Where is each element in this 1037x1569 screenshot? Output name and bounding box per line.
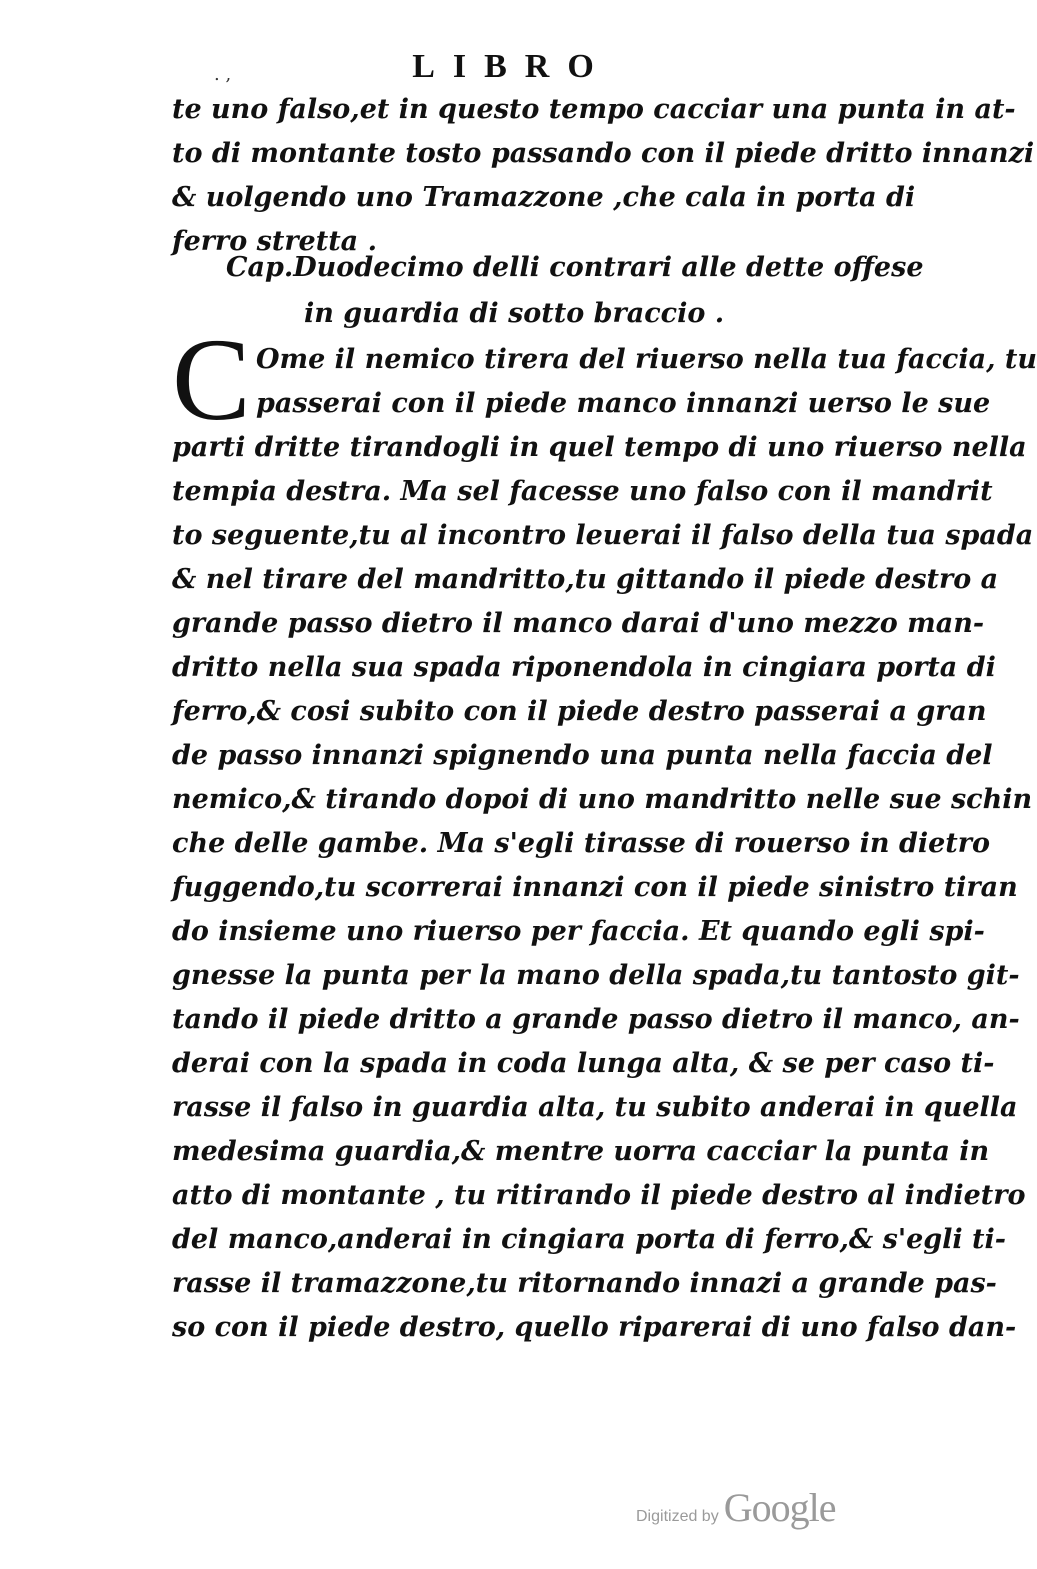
text-line: che delle gambe. Ma s'egli tirasse di rouerso in dietro	[172, 828, 990, 859]
digitized-label: Digitized by	[636, 1508, 719, 1525]
text-line: passerai con il piede manco innanzi uerso le sue	[256, 388, 991, 419]
text-line: derai con la spada in coda lunga alta, & se per caso ti-	[172, 1048, 995, 1079]
continued-paragraph	[172, 88, 1035, 264]
text-line: rasse il tramazzone,tu ritornando innazi a grande pas-	[172, 1268, 997, 1299]
digitized-by-google-watermark	[636, 1484, 836, 1531]
text-line: te uno falso,et in questo tempo cacciar una punta in at-	[172, 94, 1016, 125]
text-line: tando il piede dritto a grande passo dietro il manco, an-	[172, 1004, 1020, 1035]
text-line: atto di montante , tu ritirando il piede destro al indietro	[172, 1180, 1026, 1211]
text-line: del manco,anderai in cingiara porta di ferro,& s'egli ti-	[172, 1224, 1006, 1255]
chapter-heading-line-2: in guardia di sotto braccio .	[304, 298, 725, 329]
text-line: parti dritte tirandogli in quel tempo di uno riuerso nella	[172, 432, 1027, 463]
text-line: de passo innanzi spignendo una punta nella faccia del	[172, 740, 993, 771]
chapter-body	[172, 338, 1037, 1350]
text-line: ferro stretta .	[172, 226, 377, 257]
running-head: LIBRO	[412, 48, 612, 85]
text-line: tempia destra. Ma sel facesse uno falso con il mandrit	[172, 476, 993, 507]
text-line: to di montante tosto passando con il piede dritto innanzi	[172, 138, 1035, 169]
text-line: grande passo dietro il manco darai d'uno mezzo man-	[172, 608, 985, 639]
drop-cap: C	[172, 314, 251, 445]
text-line: so con il piede destro, quello riparerai di uno falso dan-	[172, 1312, 1017, 1343]
text-line: gnesse la punta per la mano della spada,tu tantosto git-	[172, 960, 1020, 991]
text-line: & uolgendo uno Tramazzone ,che cala in porta di	[172, 182, 916, 213]
chapter-heading-line-1: Cap.Duodecimo delli contrari alle dette offese	[226, 252, 924, 283]
text-line: medesima guardia,& mentre uorra cacciar la punta in	[172, 1136, 990, 1167]
text-line: dritto nella sua spada riponendola in cingiara porta di	[172, 652, 996, 683]
text-line: fuggendo,tu scorrerai innanzi con il piede sinistro tiran	[172, 872, 1018, 903]
google-logo: Google	[723, 1485, 836, 1530]
text-line: do insieme uno riuerso per faccia. Et quando egli spi-	[172, 916, 985, 947]
text-line: & nel tirare del mandritto,tu gittando il piede destro a	[172, 564, 999, 595]
text-line: rasse il falso in guardia alta, tu subito anderai in quella	[172, 1092, 1018, 1123]
page-mark: . ,	[214, 64, 232, 85]
text-line: ferro,& cosi subito con il piede destro passerai a gran	[172, 696, 987, 727]
text-line: to seguente,tu al incontro leuerai il falso della tua spada	[172, 520, 1034, 551]
text-line: nemico,& tirando dopoi di uno mandritto nelle sue schin	[172, 784, 1033, 815]
text-line: Ome il nemico tirera del riuerso nella tua faccia, tu	[256, 344, 1037, 375]
